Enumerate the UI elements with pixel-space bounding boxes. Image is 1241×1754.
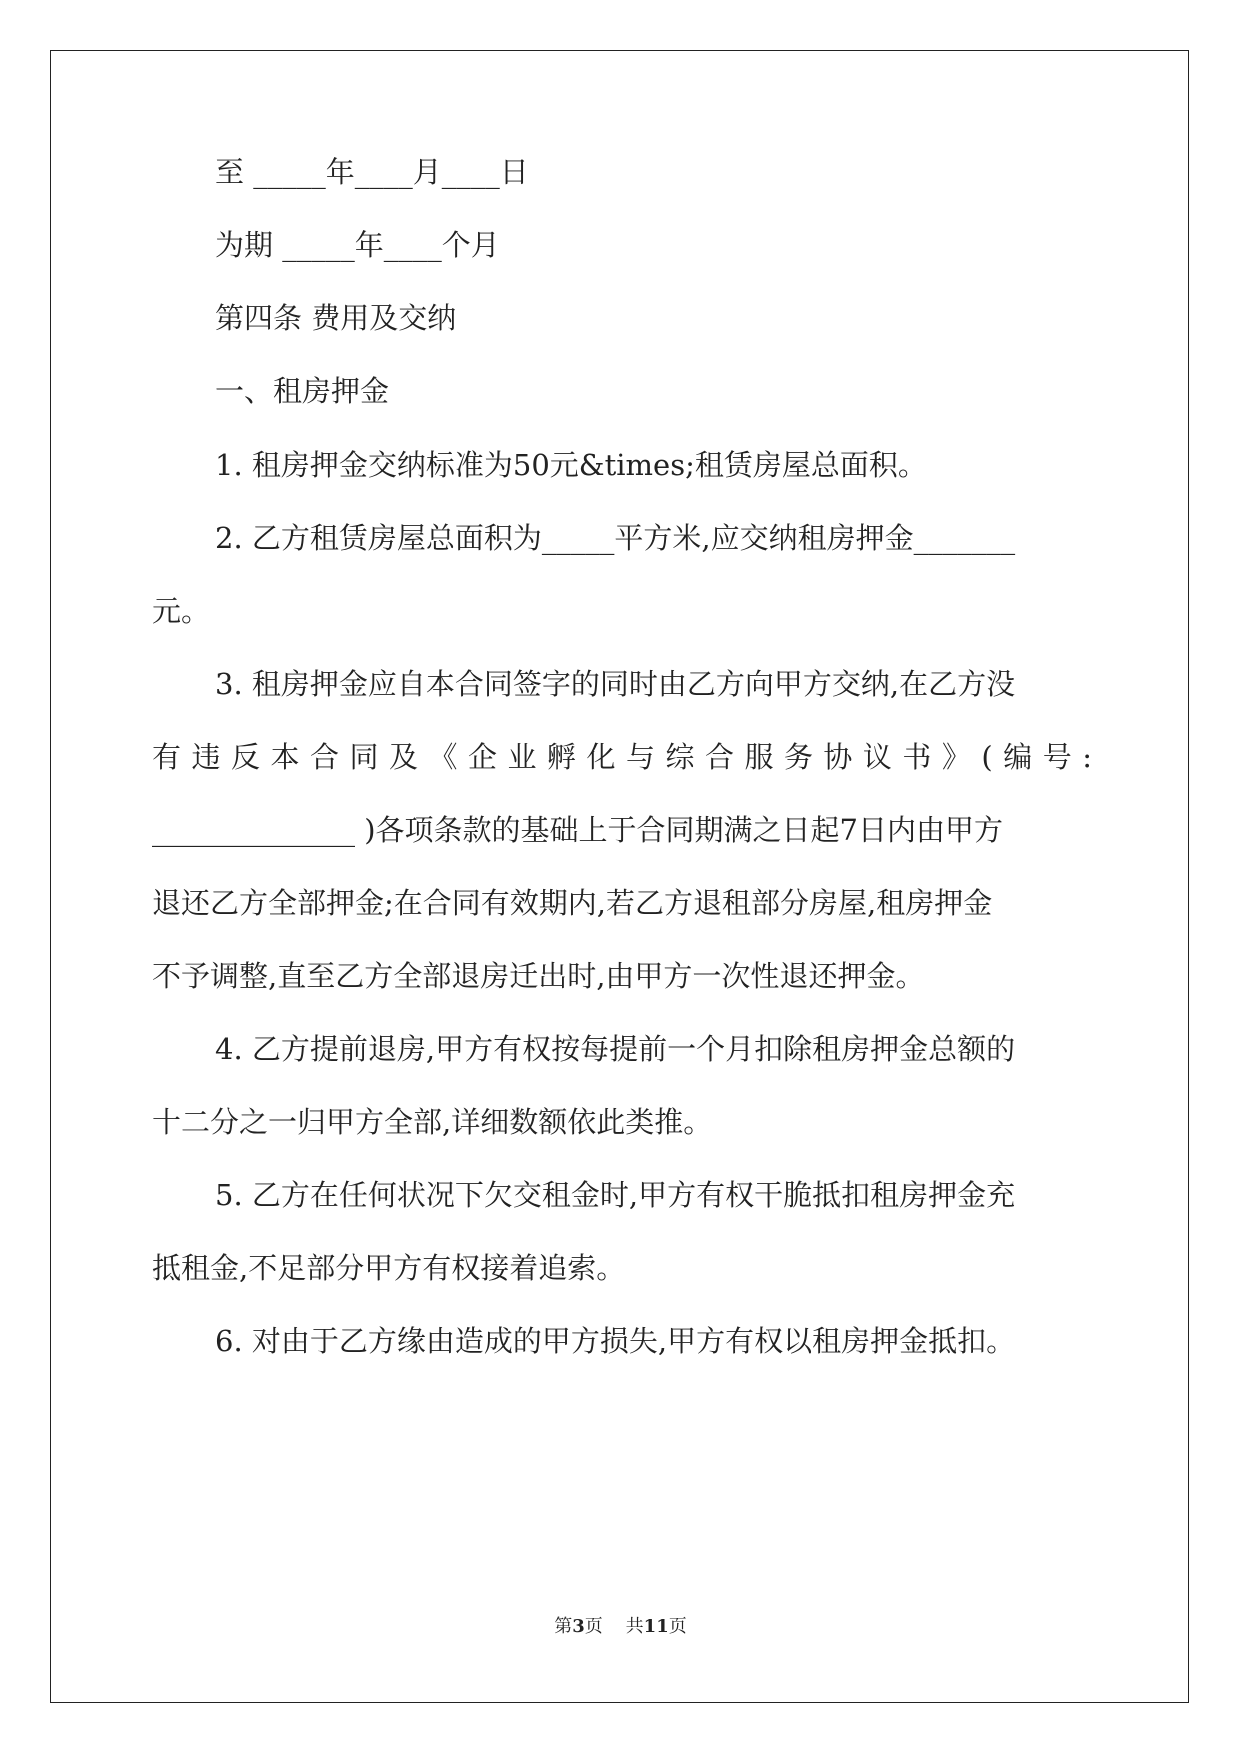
clause-3-line-2: 有违反本合同及《企业孵化与综合服务协议书》(编号: (152, 740, 1092, 774)
footer-total-suffix: 页 (668, 1616, 687, 1637)
clause-3-line-5: 不予调整,直至乙方全部退房迁出时,由甲方一次性退还押金。 (152, 959, 925, 993)
page-footer (0, 1618, 1241, 1636)
line-term: 为期 _____年____个月 (215, 228, 500, 262)
clause-3-line-1: 3. 租房押金应自本合同签字的同时由乙方向甲方交纳,在乙方没 (215, 667, 1016, 701)
page-border (50, 50, 1189, 1703)
clause-2-line-2: 元。 (152, 594, 211, 628)
clause-2-line-1: 2. 乙方租赁房屋总面积为_____平方米,应交纳租房押金_______ (215, 521, 1016, 555)
clause-5-line-1: 5. 乙方在任何状况下欠交租金时,甲方有权干脆抵扣租房押金充 (215, 1178, 1016, 1212)
footer-page-number: 3 (572, 1616, 585, 1637)
footer-total-number: 11 (643, 1616, 669, 1637)
clause-3-line-3: ______________ )各项条款的基础上于合同期满之日起7日内由甲方 (152, 813, 1003, 847)
line-end-date: 至 _____年____月____日 (215, 155, 529, 189)
clause-6: 6. 对由于乙方缘由造成的甲方损失,甲方有权以租房押金抵扣。 (215, 1324, 1016, 1358)
article-four-heading: 第四条 费用及交纳 (215, 301, 457, 335)
footer-total-prefix: 共 (625, 1616, 644, 1637)
section-deposit-heading: 一、租房押金 (215, 374, 390, 408)
clause-4-line-2: 十二分之一归甲方全部,详细数额依此类推。 (152, 1105, 713, 1139)
footer-page-suffix: 页 (584, 1616, 603, 1637)
footer-page-prefix: 第 (554, 1616, 573, 1637)
clause-3-line-4: 退还乙方全部押金;在合同有效期内,若乙方退租部分房屋,租房押金 (152, 886, 993, 920)
clause-1: 1. 租房押金交纳标准为50元&times;租赁房屋总面积。 (215, 448, 927, 482)
clause-4-line-1: 4. 乙方提前退房,甲方有权按每提前一个月扣除租房押金总额的 (215, 1032, 1016, 1066)
clause-5-line-2: 抵租金,不足部分甲方有权接着追索。 (152, 1251, 626, 1285)
